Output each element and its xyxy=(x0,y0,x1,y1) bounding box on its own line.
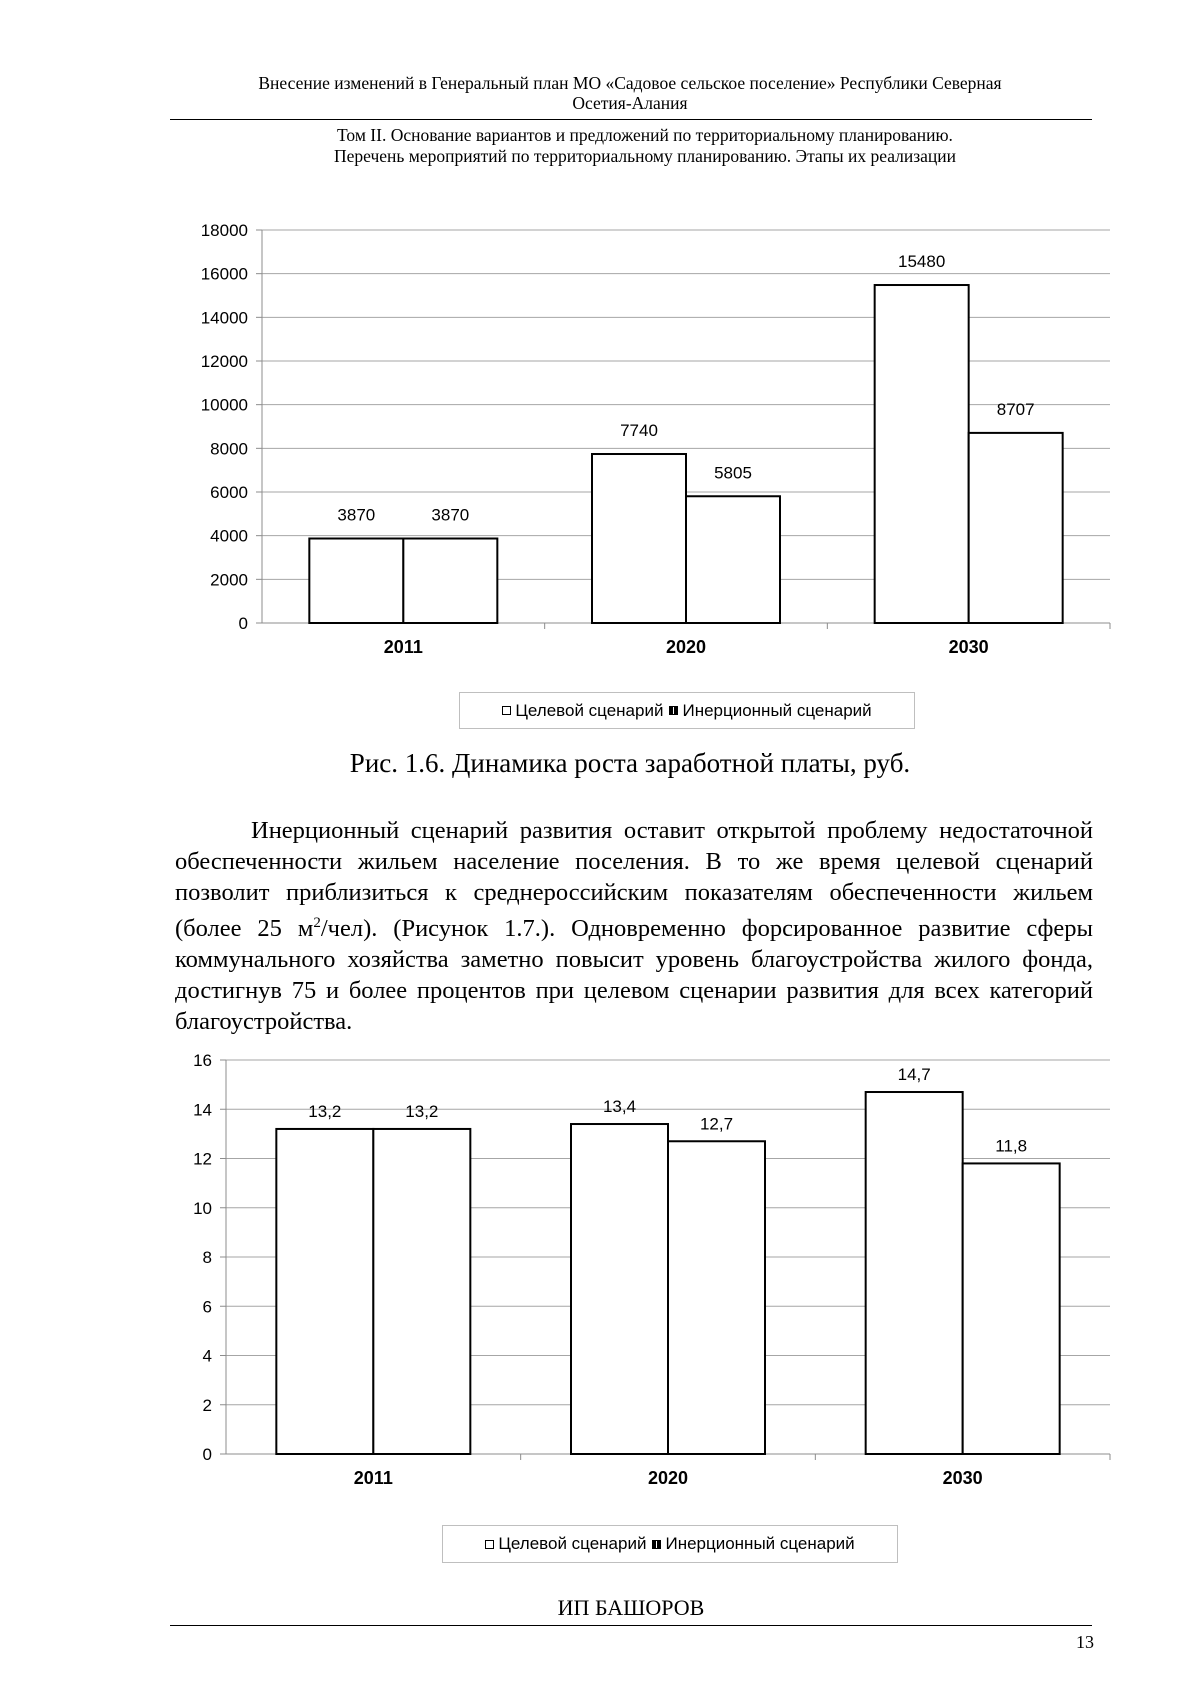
legend-inertial-swatch xyxy=(669,706,678,715)
legend2-target-swatch xyxy=(485,1540,494,1549)
chart1-x-tick-label: 2020 xyxy=(665,637,707,657)
chart1-data-label: 3870 xyxy=(431,505,470,525)
chart2-data-label: 13,2 xyxy=(308,1101,342,1121)
chart1-data-label: 7740 xyxy=(620,421,658,441)
doc-header-line3: Том II. Основание вариантов и предложений по территориальному планированию. xyxy=(337,125,953,145)
chart2-y-tick-label: 6 xyxy=(202,1297,212,1317)
paragraph-text-part1: Инерционный сценарий развития оставит открытой проблему недостаточной обеспеченности жильем население поселения. В то же время целевой сценарий позволит приблизиться к среднероссийским показателям обеспеченности жильем (более 25 м xyxy=(175,817,1093,943)
chart2-y-tick-label: 0 xyxy=(202,1445,212,1464)
body-paragraph xyxy=(175,815,1093,1037)
chart1-y-tick-label: 14000 xyxy=(200,308,248,328)
legend-target-label: Целевой сценарий xyxy=(515,700,664,720)
chart1-y-tick-label: 12000 xyxy=(200,352,248,371)
legend-inertial-item xyxy=(669,701,871,721)
chart2-bar-inertial-2030 xyxy=(963,1163,1060,1454)
chart2-y-tick-label: 14 xyxy=(193,1100,212,1120)
header-rule xyxy=(170,119,1092,120)
legend2-inertial-label: Инерционный сценарий xyxy=(665,1534,855,1553)
chart2-data-label: 14,7 xyxy=(897,1065,931,1085)
doc-header-line2: Осетия-Алания xyxy=(572,93,688,113)
chart2-data-label: 13,4 xyxy=(602,1097,637,1117)
chart1-bar-target-2020 xyxy=(592,454,686,623)
legend-inertial-label: Инерционный сценарий xyxy=(682,700,872,720)
chart2-y-tick-label: 8 xyxy=(202,1248,212,1267)
doc-header-line1: Внесение изменений в Генеральный план МО «Садовое сельское поселение» Республики Северная xyxy=(258,73,1002,93)
chart2-bar-target-2011 xyxy=(276,1129,373,1454)
chart2-bar-target-2020 xyxy=(571,1124,668,1454)
chart2-bar-target-2030 xyxy=(866,1092,963,1454)
chart2-y-tick-label: 12 xyxy=(193,1149,212,1169)
chart2-data-label: 11,8 xyxy=(995,1136,1028,1156)
chart2-x-tick-label: 2011 xyxy=(353,1468,393,1488)
page-number: 13 xyxy=(1076,1632,1094,1652)
figure1-caption: Рис. 1.6. Динамика роста заработной платы, руб. xyxy=(349,748,911,778)
paragraph-text-part2: /чел). (Рисунок 1.7.). Одновременно форсированное развитие сферы коммунального хозяйства заметно повысит уровень благоустройства жилого фонда, достигнув 75 и более процентов при целевом сценарии развития для всех категорий благоустройства. xyxy=(175,915,1094,1036)
legend2-target-item xyxy=(485,1534,646,1554)
doc-header-line4: Перечень мероприятий по территориальному планированию. Этапы их реализации xyxy=(334,146,956,166)
chart1-x-tick-label: 2011 xyxy=(383,637,423,657)
chart2-data-label: 13,2 xyxy=(405,1101,439,1121)
chart2-data-label: 12,7 xyxy=(699,1114,734,1134)
chart1-y-tick-label: 0 xyxy=(238,614,248,633)
footer-rule xyxy=(170,1625,1092,1626)
chart1-bar-inertial-2030 xyxy=(969,433,1063,623)
chart1-y-tick-label: 16000 xyxy=(200,264,248,284)
chart1-bar-inertial-2020 xyxy=(686,496,780,623)
chart2-bar-inertial-2020 xyxy=(668,1141,765,1454)
chart1-data-label: 3870 xyxy=(337,505,376,525)
footer-company: ИП БАШОРОВ xyxy=(557,1595,705,1620)
chart1-data-label: 15480 xyxy=(898,252,946,272)
chart2-y-tick-label: 16 xyxy=(193,1051,212,1070)
chart2-x-tick-label: 2020 xyxy=(647,1468,689,1488)
chart2-legend xyxy=(442,1525,898,1563)
chart2-y-tick-label: 4 xyxy=(202,1346,212,1366)
chart1-bar-target-2030 xyxy=(875,285,969,623)
chart2-x-tick-label: 2030 xyxy=(942,1468,983,1488)
chart1-y-tick-label: 10000 xyxy=(200,395,248,415)
chart1-y-tick-label: 2000 xyxy=(210,570,248,590)
chart1-y-tick-label: 18000 xyxy=(200,221,248,240)
paragraph-superscript: 2 xyxy=(313,915,321,931)
chart2-y-tick-label: 2 xyxy=(202,1395,212,1415)
chart1-bar-inertial-2011 xyxy=(403,539,497,623)
chart2-bar-inertial-2011 xyxy=(373,1129,470,1454)
chart2-y-tick-label: 10 xyxy=(193,1198,212,1218)
chart1-x-tick-label: 2030 xyxy=(948,637,989,657)
chart1-y-tick-label: 8000 xyxy=(210,439,248,459)
legend2-target-label: Целевой сценарий xyxy=(498,1534,647,1553)
chart1-y-tick-label: 6000 xyxy=(210,483,248,502)
chart1-y-tick-label: 4000 xyxy=(210,526,248,546)
chart1-data-label: 5805 xyxy=(714,463,752,483)
chart1-bar-target-2011 xyxy=(309,539,403,623)
legend2-inertial-swatch xyxy=(652,1540,661,1549)
chart1-legend xyxy=(459,692,915,729)
legend-target-item xyxy=(502,701,663,721)
chart1-data-label: 8707 xyxy=(996,399,1035,419)
legend2-inertial-item xyxy=(652,1534,854,1554)
legend-target-swatch xyxy=(502,706,511,715)
